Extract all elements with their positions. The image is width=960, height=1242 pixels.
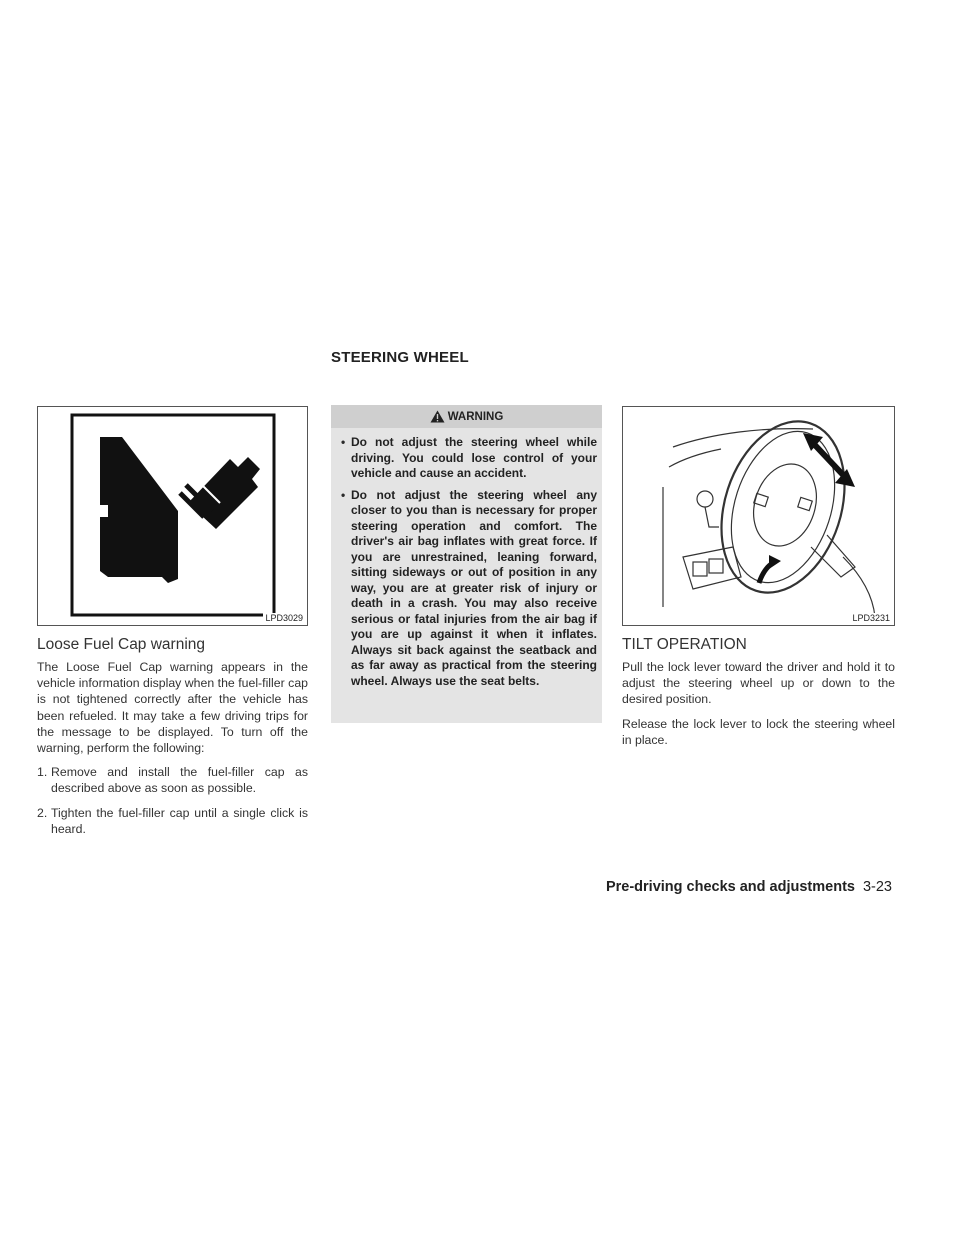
warning-list: [331, 428, 602, 689]
list-item: [341, 488, 597, 690]
warning-triangle-icon: [430, 410, 445, 423]
warning-header: [331, 405, 602, 428]
section-title: STEERING WHEEL: [331, 349, 469, 366]
list-item: [341, 435, 597, 482]
tilt-operation-body: [622, 659, 895, 756]
bullet: •: [341, 487, 346, 502]
figure-label: LPD3029: [265, 613, 303, 623]
step-text: Tighten the fuel-filler cap until a single click is heard.: [51, 805, 308, 836]
steering-wheel-figure: [622, 406, 895, 626]
warning-box: [331, 405, 602, 723]
step-number: 2.: [37, 805, 48, 820]
chapter-title: Pre-driving checks and adjustments: [605, 879, 855, 895]
figure-label: LPD3231: [852, 613, 890, 623]
warning-text: Do not adjust the steering wheel any closer to you than is necessary for proper steering operation and comfort. The driver's air bag inflates with great force. If you are unrestrained, leaning forward, sitting sideways or out of position in any way, you are at greater risk of injury or death in a crash. You may also receive serious or fatal injuries from the air bag if you are up against it when it inflates. Always sit back against the seatback and as far away as practical from the steering wheel. Always use the seat belts.: [351, 487, 597, 688]
page-number: 3-23: [862, 879, 892, 895]
warning-title: WARNING: [447, 410, 504, 423]
fuel-cap-figure: [37, 406, 308, 626]
bullet: •: [341, 435, 346, 449]
steering-wheel-tilt-icon: [623, 407, 894, 625]
step-number: 1.: [37, 765, 48, 780]
warning-text: Do not adjust the steering wheel while driving. You could lose control of your vehicle and cause an accident.: [351, 435, 597, 480]
fuel-cap-intro: The Loose Fuel Cap warning appears in the vehicle information display when the fuel-filler cap is not tightened correctly after the vehicle has been refueled. It may take a few driving trips for the message to be displayed. To turn off the warning, perform the following:: [37, 660, 308, 756]
page-footer: [606, 879, 892, 895]
loose-fuel-cap-icon: [38, 407, 307, 625]
fuel-cap-heading: Loose Fuel Cap warning: [37, 636, 206, 653]
tilt-paragraph: Pull the lock lever toward the driver and hold it to adjust the steering wheel up or down to the desired position.: [622, 660, 895, 707]
step-text: Remove and install the fuel-filler cap as described above as soon as possible.: [51, 765, 308, 796]
list-item: [37, 805, 308, 837]
list-item: [37, 764, 308, 796]
tilt-operation-heading: TILT OPERATION: [622, 636, 747, 653]
tilt-paragraph: Release the lock lever to lock the steering wheel in place.: [622, 716, 895, 747]
fuel-cap-body: [37, 659, 308, 845]
